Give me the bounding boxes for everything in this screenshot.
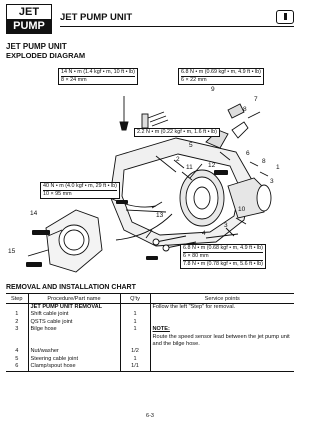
bolt-size: 10 × 95 mm: [43, 191, 72, 197]
part-number: 2: [176, 156, 180, 163]
row-name: Nut/washer: [28, 348, 120, 355]
part-number: 8: [243, 106, 247, 113]
row-name: Clamp/spout hose: [28, 363, 120, 371]
row-name: QSTS cable joint: [28, 319, 120, 326]
torque-callout-2: [178, 68, 264, 85]
service-follow: Follow the left "Step" for removal.: [150, 304, 294, 312]
part-number: 6: [246, 150, 250, 157]
part-number: 13: [156, 212, 164, 219]
row-qty: 1: [120, 311, 150, 318]
section-badge: [6, 4, 52, 34]
part-number: 4: [202, 230, 206, 237]
table-row: [6, 356, 294, 363]
table-row: [6, 319, 294, 326]
row-step: 5: [15, 355, 19, 362]
row-name: Bilge hose: [28, 326, 120, 333]
part-number: 12: [208, 162, 216, 169]
group-title: JET PUMP UNIT REMOVAL: [28, 304, 120, 312]
part-number: 10: [238, 206, 246, 213]
torque-spec: 2.2 N • m (0.22 kgf • m, 1.6 ft • lb): [137, 129, 217, 135]
row-step: 1: [15, 311, 19, 318]
table-header-row: [6, 294, 294, 304]
header-rule: [60, 26, 294, 27]
info-icon: [276, 10, 294, 24]
page-header: [6, 4, 294, 34]
bolt-size: 6 × 22 mm: [181, 77, 207, 83]
torque-spec: 14 N • m (1.4 kgf • m, 10 ft • lb): [61, 69, 135, 75]
part-number: 3: [224, 222, 228, 229]
row-qty: 1/2: [120, 348, 150, 355]
part-number: 5: [189, 142, 193, 149]
row-step: 6: [6, 363, 28, 371]
torque-spec: 6.8 N • m (0.69 kgf • m, 4.9 ft • lb): [181, 69, 261, 75]
col-procedure: Procedure/Part name: [28, 294, 120, 304]
badge-line2: PUMP: [7, 19, 51, 34]
part-number: 7: [254, 96, 258, 103]
part-number: 11: [186, 164, 193, 171]
note-label-text: NOTE:: [152, 326, 170, 333]
table-row: [6, 348, 294, 355]
torque-callout-1: [58, 68, 138, 85]
part-number: 1: [276, 164, 280, 171]
exploded-diagram: [6, 60, 294, 278]
part-number: 3: [270, 178, 274, 185]
part-number: 8: [262, 158, 266, 165]
torque-spec: 6.8 N • m (0.68 kgf • m, 4.9 ft • lb): [183, 245, 263, 251]
torque-spec: 7.8 N • m (0.78 kgf • m, 5.6 ft • lb): [183, 261, 263, 267]
row-name: Steering cable joint: [28, 356, 120, 363]
part-number: 14: [30, 210, 38, 217]
header-title: JET PUMP UNIT: [60, 12, 133, 23]
torque-spec: 40 N • m (4.0 kgf • m, 29 ft • lb): [43, 183, 117, 189]
table-row: [6, 363, 294, 371]
row-step: 2: [15, 318, 19, 325]
bolt-size: 8 × 24 mm: [61, 77, 87, 83]
table-row: [6, 311, 294, 318]
row-step: 3: [15, 326, 19, 333]
table-row: [6, 334, 294, 341]
section-title: JET PUMP UNIT: [6, 42, 67, 51]
col-qty: Q'ty: [120, 294, 150, 304]
bolt-size: 6 × 80 mm: [183, 253, 263, 261]
row-qty: 1: [120, 319, 150, 326]
col-step: Step: [6, 294, 28, 304]
part-number: 9: [211, 86, 215, 93]
note-text: Route the speed sensor lead between the jet pump unit and the bilge hose.: [150, 334, 294, 349]
torque-callout-4: [40, 182, 120, 199]
row-qty: 1/1: [120, 363, 150, 371]
chart-title: REMOVAL AND INSTALLATION CHART: [6, 284, 136, 291]
row-qty: 1: [120, 356, 150, 363]
torque-callout-5: [180, 244, 266, 269]
section-subtitle: EXPLODED DIAGRAM: [6, 51, 86, 60]
part-number: 15: [8, 248, 16, 255]
row-name: Shift cable joint: [28, 311, 120, 318]
removal-installation-chart: [6, 293, 294, 372]
row-qty: 1: [120, 326, 150, 333]
torque-callout-3: [134, 128, 220, 137]
badge-line1: JET: [7, 5, 51, 20]
col-service: Service points: [150, 294, 294, 304]
note-label: [150, 326, 294, 333]
table-row: [6, 326, 294, 333]
row-step: 4: [15, 348, 19, 355]
page-number: 6-3: [146, 413, 154, 419]
table-row: [6, 304, 294, 312]
